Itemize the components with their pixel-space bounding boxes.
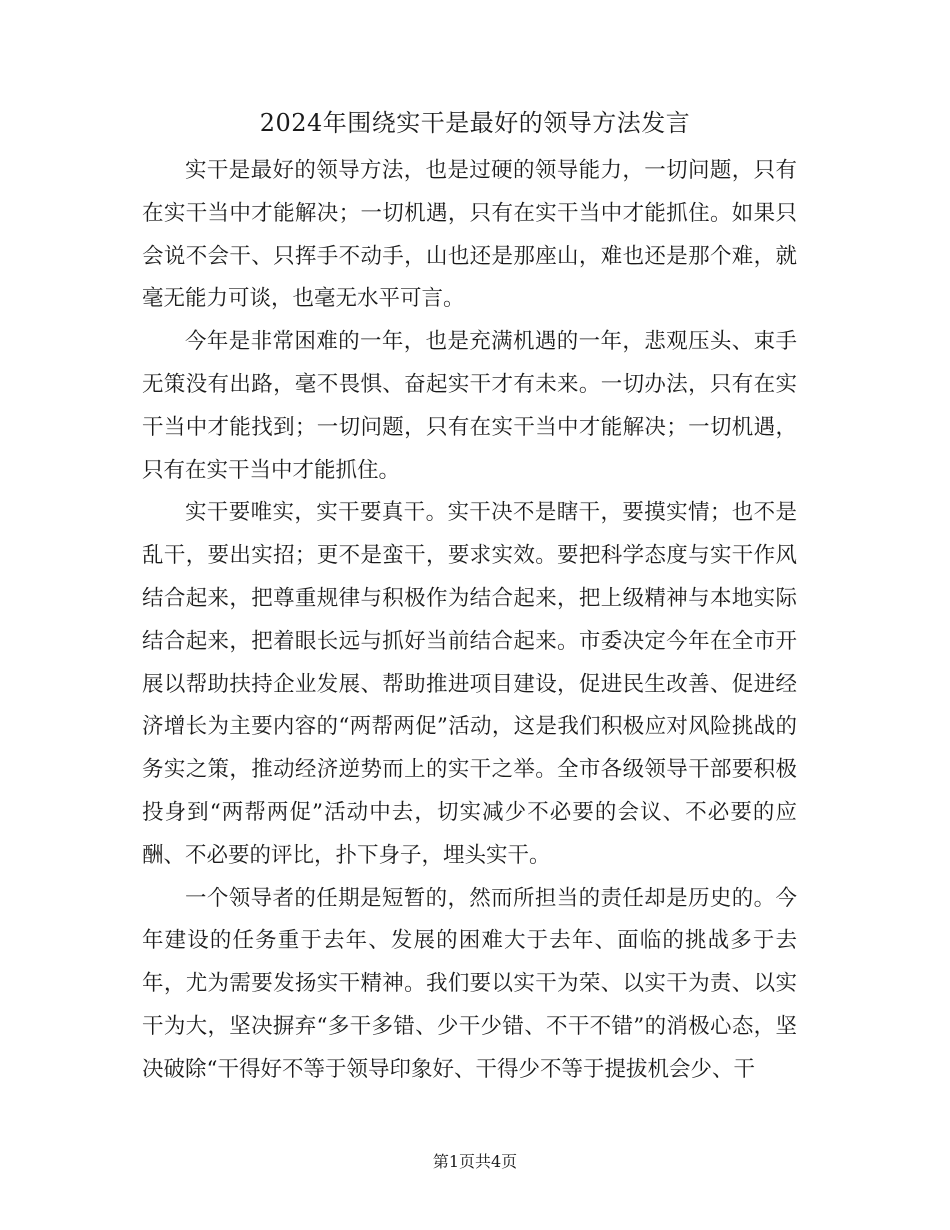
paragraph: 实干要唯实，实干要真干。实干决不是瞎干，要摸实情；也不是乱干，要出实招；更不是蛮干，要求实效。要把科学态度与实干作风结合起来，把尊重规律与积极作为结合起来，把上级精神与本地实际结合起来，把着眼长远与抓好当前结合起来。市委决定今年在全市开展以帮助扶持企业发展、帮助推进项目建设，促进民生改善、促进经济增长为主要内容的“两帮两促”活动，这是我们积极应对风险挑战的务实之策，推动经济逆势而上的实干之举。全市各级领导干部要积极投身到“两帮两促”活动中去，切实减少不必要的会议、不必要的应酬、不必要的评比，扑下身子，埋头实干。 [142,500,797,868]
document-body [142,150,797,1092]
page-number: 第1页共4页 [432,1152,518,1171]
paragraph: 今年是非常困难的一年，也是充满机遇的一年，悲观压头、束手无策没有出路，毫不畏惧、奋起实干才有未来。一切办法，只有在实干当中才能找到；一切问题，只有在实干当中才能解决；一切机遇，只有在实干当中才能抓住。 [142,329,797,483]
paragraph: 实干是最好的领导方法，也是过硬的领导能力，一切问题，只有在实干当中才能解决；一切机遇，只有在实干当中才能抓住。如果只会说不会干、只挥手不动手，山也还是那座山，难也还是那个难，就毫无能力可谈，也毫无水平可言。 [142,158,797,312]
paragraph: 一个领导者的任期是短暂的，然而所担当的责任却是历史的。今年建设的任务重于去年、发展的困难大于去年、面临的挑战多于去年，尤为需要发扬实干精神。我们要以实干为荣、以实干为责、以实干为大，坚决摒弃“多干多错、少干少错、不干不错”的消极心态，坚决破除“干得好不等于领导印象好、干得少不等于提拔机会少、干 [142,885,797,1082]
document-title: 2024年围绕实干是最好的领导方法发言 [259,109,691,137]
